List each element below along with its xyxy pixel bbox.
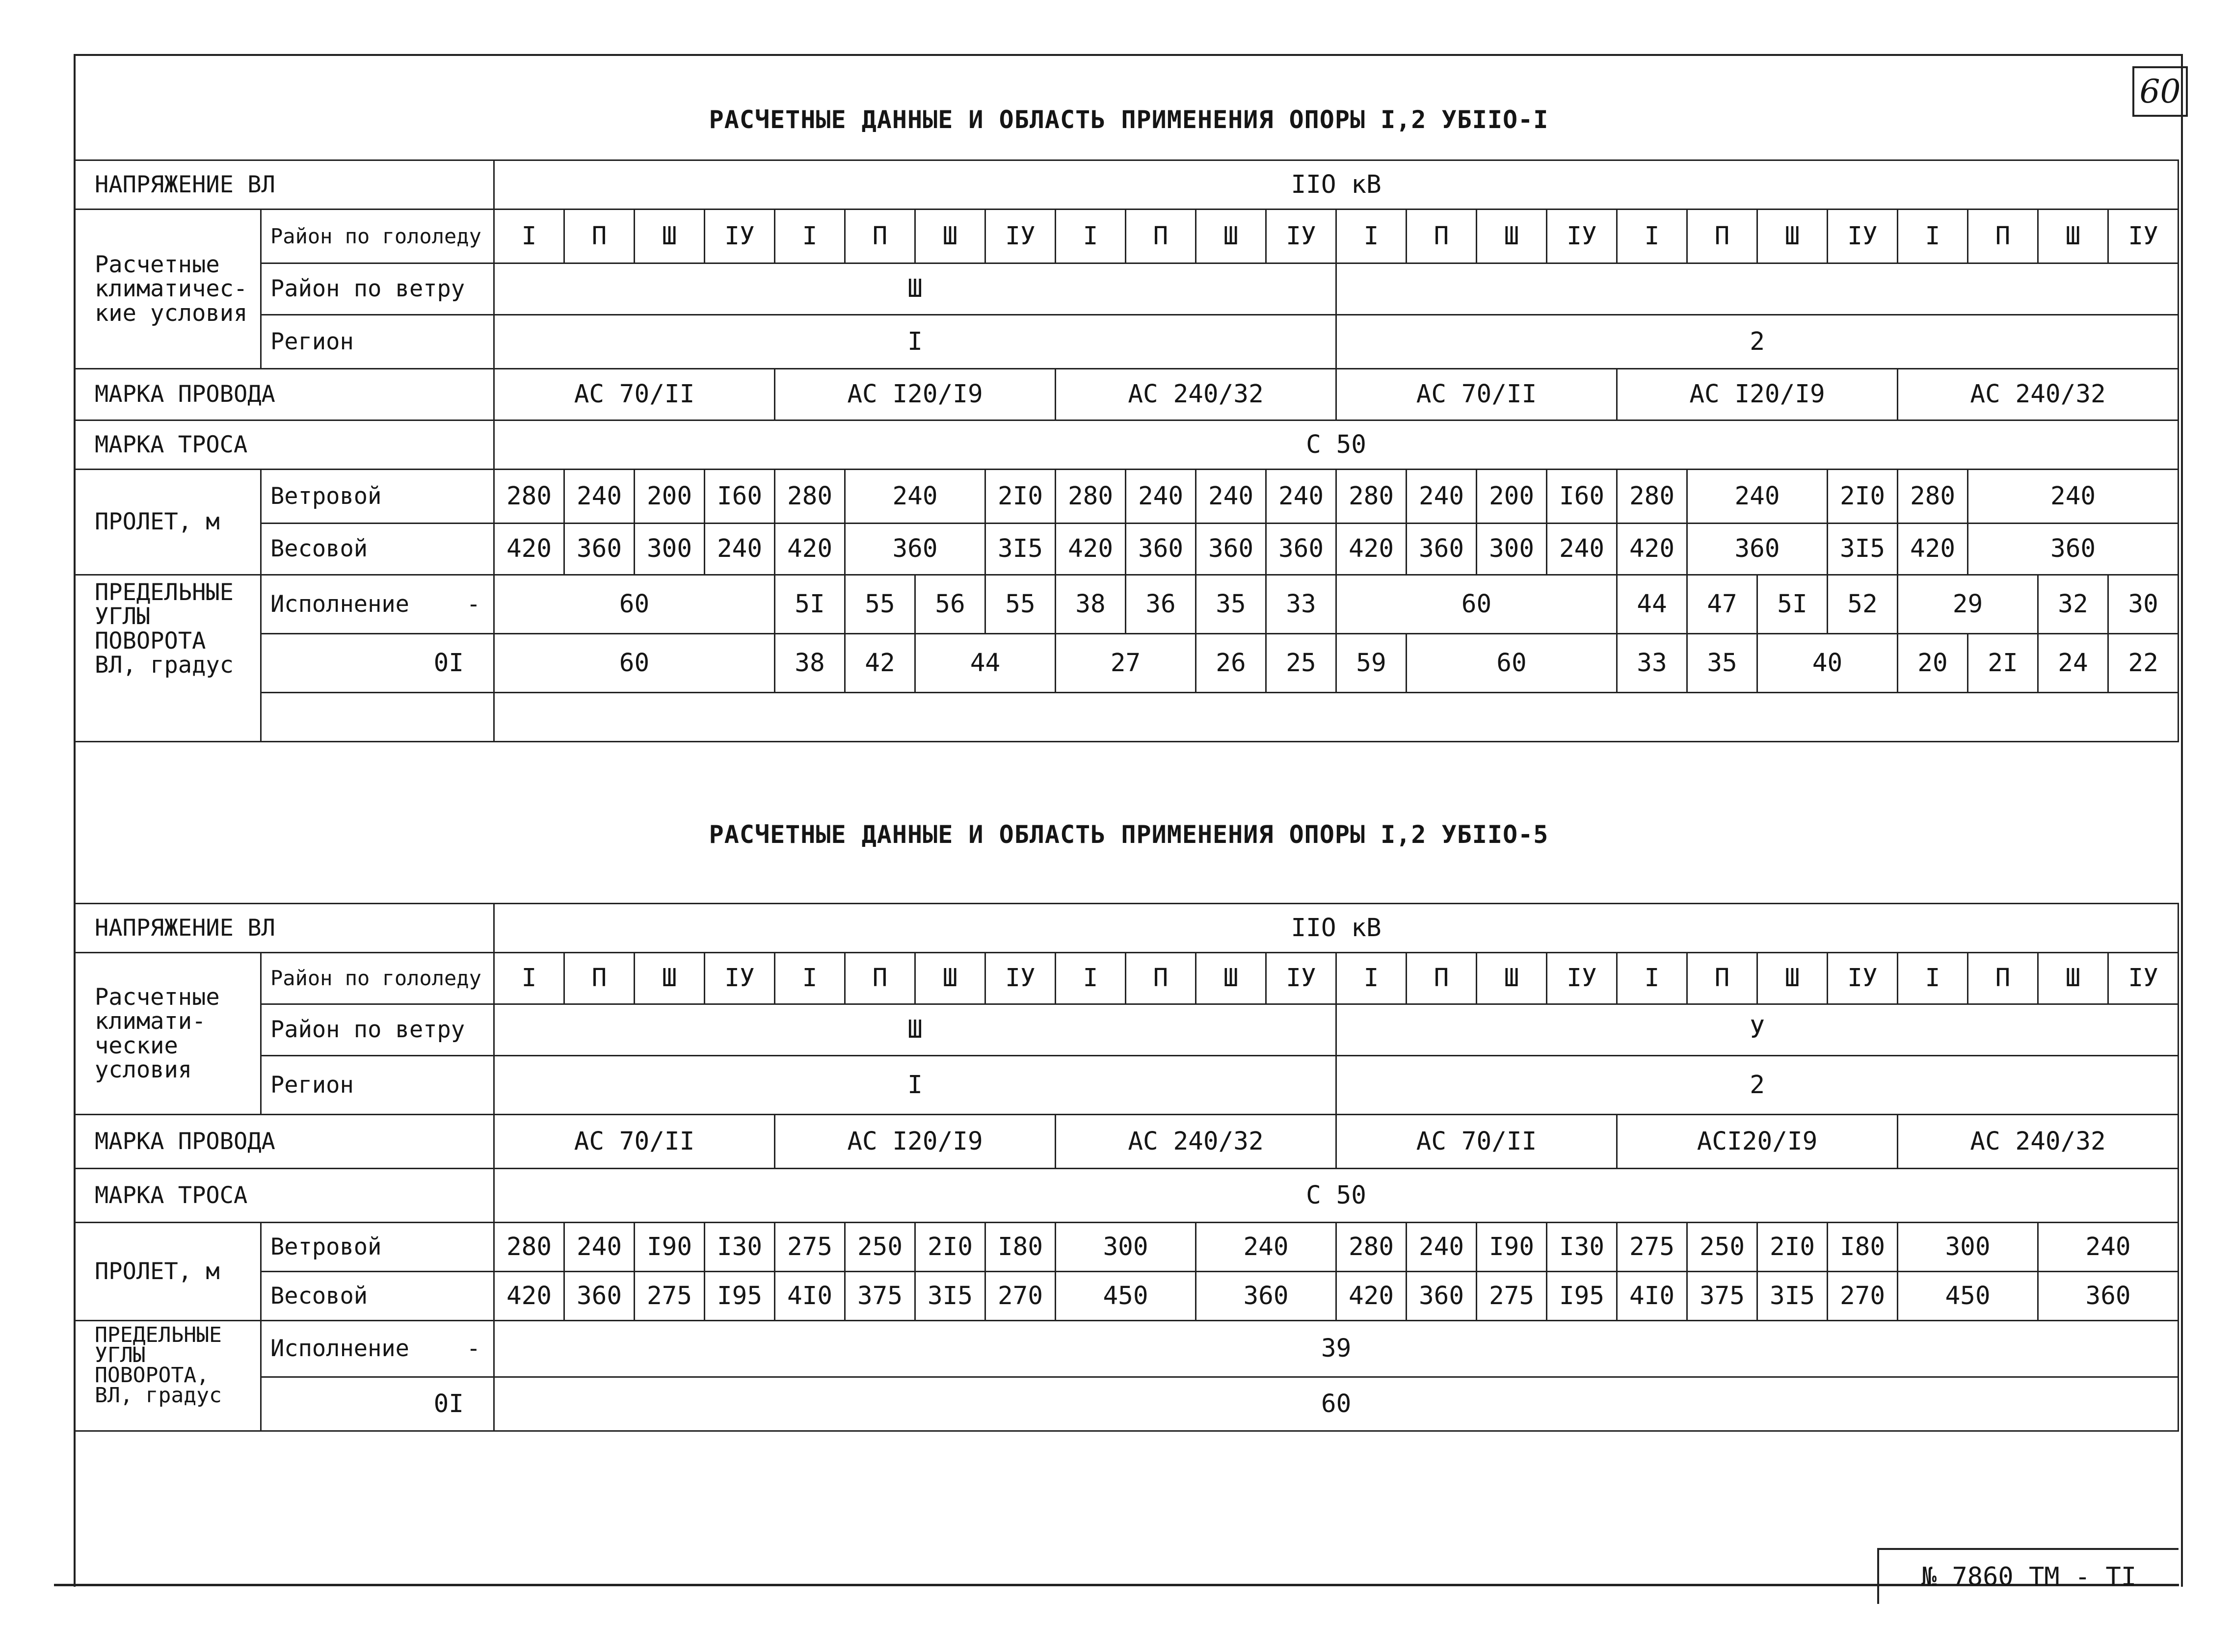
wire-value: АС 70/II — [1336, 369, 1617, 420]
ice-cell: П — [1126, 210, 1196, 263]
exec-dash: - — [466, 590, 481, 618]
span-cell: 280 — [494, 1223, 564, 1272]
angle-cell: 60 — [494, 575, 775, 634]
region-value: 2 — [1336, 315, 2179, 369]
wire-label: МАРКА ПРОВОДА — [75, 369, 494, 420]
ice-cell: IУ — [1828, 953, 1898, 1004]
angle-cell: 27 — [1056, 634, 1196, 693]
span-cell: 360 — [1196, 1272, 1336, 1321]
cable-value: С 50 — [494, 420, 2179, 470]
span-cell: 3I5 — [985, 524, 1056, 575]
ice-cell: Ш — [1196, 210, 1266, 263]
angle-cell: 35 — [1196, 575, 1266, 634]
span-cell: 300 — [1477, 524, 1547, 575]
span-cell: 4I0 — [1617, 1272, 1687, 1321]
angle-cell: 38 — [775, 634, 845, 693]
span-cell: 375 — [1687, 1272, 1757, 1321]
span-cell: 360 — [1196, 524, 1266, 575]
climate-label: Расчетные климати-ческие условия — [75, 953, 261, 1115]
span-cell: 270 — [985, 1272, 1056, 1321]
empty-cell — [494, 693, 2179, 742]
exec01-label: 0I — [261, 634, 494, 693]
angle-cell: 2I — [1968, 634, 2038, 693]
ice-cell: IУ — [1266, 210, 1336, 263]
ice-cell: Ш — [915, 210, 985, 263]
span-wind-label: Ветровой — [261, 470, 494, 524]
span-cell: 4I0 — [775, 1272, 845, 1321]
ice-cell: IУ — [1828, 210, 1898, 263]
ice-cell: П — [1968, 953, 2038, 1004]
region-value: I — [494, 315, 1336, 369]
table2 — [74, 903, 2179, 1432]
angle-cell: 26 — [1196, 634, 1266, 693]
exec01-label: 0I — [261, 1377, 494, 1431]
span-cell: 280 — [775, 470, 845, 524]
span-cell: 420 — [1898, 524, 1968, 575]
span-cell: 360 — [1968, 524, 2179, 575]
cable-label: МАРКА ТРОСА — [75, 1169, 494, 1223]
angle-empty-row — [75, 693, 2179, 742]
span-cell: 240 — [845, 470, 985, 524]
ice-cell: П — [564, 210, 635, 263]
span-cell: 300 — [1056, 1223, 1196, 1272]
bottom-rule — [54, 1584, 2179, 1586]
span-cell: 240 — [1407, 1223, 1477, 1272]
span-cell: 275 — [635, 1272, 705, 1321]
ice-cell: I — [1056, 210, 1126, 263]
span-cell: 240 — [564, 1223, 635, 1272]
ice-cell: Ш — [1196, 953, 1266, 1004]
span-cell: I95 — [705, 1272, 775, 1321]
span-cell: 450 — [1898, 1272, 2038, 1321]
ice-cell: П — [1968, 210, 2038, 263]
ice-cell: П — [1126, 953, 1196, 1004]
angle-cell: 47 — [1687, 575, 1757, 634]
ice-cell: П — [845, 953, 915, 1004]
ice-cell: I — [1898, 210, 1968, 263]
document-stamp: № 7860 ТМ - ТI — [1877, 1548, 2179, 1604]
span-cell: 420 — [494, 1272, 564, 1321]
cable-value: С 50 — [494, 1169, 2179, 1223]
angle-label: ПРЕДЕЛЬНЫЕ УГЛЫ ПОВОРОТА, ВЛ, градус — [75, 1321, 261, 1431]
angle-cell: 60 — [494, 634, 775, 693]
span-cell: 300 — [635, 524, 705, 575]
span-cell: 360 — [1126, 524, 1196, 575]
span-cell: 360 — [564, 1272, 635, 1321]
span-cell: 280 — [1898, 470, 1968, 524]
table1-title: РАСЧЕТНЫЕ ДАННЫЕ И ОБЛАСТЬ ПРИМЕНЕНИЯ ОПОРЫ I,2 УБIIО-I — [709, 105, 1549, 134]
span-cell: I90 — [635, 1223, 705, 1272]
span-cell: 275 — [1617, 1223, 1687, 1272]
angle-cell: 38 — [1056, 575, 1126, 634]
voltage-label: НАПРЯЖЕНИЕ ВЛ — [75, 160, 494, 210]
wire-value: АС 240/32 — [1056, 369, 1336, 420]
angle-cell: 5I — [1757, 575, 1828, 634]
span-cell: I80 — [1828, 1223, 1898, 1272]
ice-cell: I — [1617, 953, 1687, 1004]
wind-value: У — [1336, 1004, 2179, 1056]
span-cell: 240 — [2038, 1223, 2179, 1272]
angle-cell: 60 — [1336, 575, 1617, 634]
span-cell: I60 — [1547, 470, 1617, 524]
angle-cell: 59 — [1336, 634, 1407, 693]
ice-cell: I — [1336, 953, 1407, 1004]
ice-cell: IУ — [705, 953, 775, 1004]
span-cell: 280 — [1336, 470, 1407, 524]
angle-01-row — [75, 634, 2179, 693]
span-cell: 360 — [1266, 524, 1336, 575]
ice-cell: Ш — [635, 210, 705, 263]
span-cell: 360 — [845, 524, 985, 575]
ice-cell: IУ — [2108, 953, 2179, 1004]
span-cell: I30 — [1547, 1223, 1617, 1272]
span-cell: 240 — [1196, 470, 1266, 524]
span-cell: 240 — [564, 470, 635, 524]
angle-cell: 39 — [494, 1321, 2179, 1377]
span-cell: 420 — [1617, 524, 1687, 575]
wire-value: АС 240/32 — [1898, 1115, 2179, 1169]
ice-cell: П — [1407, 210, 1477, 263]
span-weight-label: Весовой — [261, 524, 494, 575]
wire-value: АСI20/I9 — [1617, 1115, 1898, 1169]
span-weight-row — [75, 524, 2179, 575]
voltage-row — [75, 160, 2179, 210]
span-cell: 420 — [1056, 524, 1126, 575]
ice-row — [75, 210, 2179, 263]
wire-value: АС 70/II — [1336, 1115, 1617, 1169]
span-cell: 2I0 — [1757, 1223, 1828, 1272]
span-cell: 375 — [845, 1272, 915, 1321]
angle-cell: 36 — [1126, 575, 1196, 634]
angle-cell: 20 — [1898, 634, 1968, 693]
ice-cell: IУ — [1547, 953, 1617, 1004]
ice-cell: П — [845, 210, 915, 263]
span-cell: 420 — [775, 524, 845, 575]
span-label: ПРОЛЕТ, м — [75, 470, 261, 575]
angle-cell: 35 — [1687, 634, 1757, 693]
ice-cell: I — [775, 953, 845, 1004]
span-cell: I90 — [1477, 1223, 1547, 1272]
wire-value: АС 240/32 — [1056, 1115, 1336, 1169]
ice-cell: Ш — [1477, 953, 1547, 1004]
exec-label-cell — [261, 1321, 494, 1377]
angle-cell: 40 — [1757, 634, 1898, 693]
wire-value: АС 240/32 — [1898, 369, 2179, 420]
span-cell: 2I0 — [915, 1223, 985, 1272]
wind-row — [75, 263, 2179, 315]
ice-label: Район по гололеду — [261, 953, 494, 1004]
span-cell: 3I5 — [1757, 1272, 1828, 1321]
wind-value: Ш — [494, 263, 1336, 315]
ice-cell: IУ — [705, 210, 775, 263]
span-cell: 3I5 — [1828, 524, 1898, 575]
span-cell: 360 — [1407, 524, 1477, 575]
span-cell: I80 — [985, 1223, 1056, 1272]
wire-row — [75, 1115, 2179, 1169]
angle-cell: 55 — [985, 575, 1056, 634]
span-cell: 420 — [1336, 524, 1407, 575]
wire-row — [75, 369, 2179, 420]
ice-cell: Ш — [1757, 953, 1828, 1004]
angle-cell: 25 — [1266, 634, 1336, 693]
exec-dash: - — [466, 1335, 481, 1363]
span-cell: 360 — [2038, 1272, 2179, 1321]
angle-cell: 33 — [1617, 634, 1687, 693]
span-cell: 420 — [494, 524, 564, 575]
region-row — [75, 315, 2179, 369]
angle-cell: 42 — [845, 634, 915, 693]
ice-cell: Ш — [2038, 210, 2108, 263]
table2-title: РАСЧЕТНЫЕ ДАННЫЕ И ОБЛАСТЬ ПРИМЕНЕНИЯ ОПОРЫ I,2 УБIIО-5 — [709, 820, 1549, 849]
span-cell: 2I0 — [985, 470, 1056, 524]
ice-cell: П — [1407, 953, 1477, 1004]
ice-cell: Ш — [635, 953, 705, 1004]
ice-row — [75, 953, 2179, 1004]
ice-cell: Ш — [2038, 953, 2108, 1004]
voltage-value: IIO кВ — [494, 904, 2179, 953]
cable-label: МАРКА ТРОСА — [75, 420, 494, 470]
cable-row — [75, 1169, 2179, 1223]
ice-cell: IУ — [985, 953, 1056, 1004]
wind-value — [1336, 263, 2179, 315]
span-cell: 240 — [1196, 1223, 1336, 1272]
span-cell: 275 — [1477, 1272, 1547, 1321]
ice-cell: IУ — [1266, 953, 1336, 1004]
span-wind-row — [75, 470, 2179, 524]
voltage-value: IIO кВ — [494, 160, 2179, 210]
voltage-row — [75, 904, 2179, 953]
angle-cell: 55 — [845, 575, 915, 634]
ice-cell: I — [494, 953, 564, 1004]
span-cell: 280 — [494, 470, 564, 524]
span-cell: I95 — [1547, 1272, 1617, 1321]
wind-label: Район по ветру — [261, 1004, 494, 1056]
region-value: I — [494, 1056, 1336, 1115]
span-cell: 300 — [1898, 1223, 2038, 1272]
exec-label: Исполнение — [270, 590, 409, 618]
ice-cell: П — [1687, 210, 1757, 263]
span-cell: 240 — [1266, 470, 1336, 524]
span-cell: 240 — [1687, 470, 1828, 524]
span-cell: 240 — [1126, 470, 1196, 524]
voltage-label: НАПРЯЖЕНИЕ ВЛ — [75, 904, 494, 953]
angle-cell: 22 — [2108, 634, 2179, 693]
wire-value: АС 70/II — [494, 1115, 775, 1169]
angle-cell: 24 — [2038, 634, 2108, 693]
wind-value: Ш — [494, 1004, 1336, 1056]
empty-cell — [261, 693, 494, 742]
span-cell: I60 — [705, 470, 775, 524]
span-cell: 360 — [1687, 524, 1828, 575]
span-cell: 240 — [1407, 470, 1477, 524]
span-cell: 280 — [1336, 1223, 1407, 1272]
wire-value: АС I20/I9 — [1617, 369, 1898, 420]
span-cell: 275 — [775, 1223, 845, 1272]
ice-cell: Ш — [1477, 210, 1547, 263]
span-cell: 270 — [1828, 1272, 1898, 1321]
span-cell: I30 — [705, 1223, 775, 1272]
span-cell: 280 — [1617, 470, 1687, 524]
wire-value: АС I20/I9 — [775, 369, 1056, 420]
ice-cell: Ш — [915, 953, 985, 1004]
region-row — [75, 1056, 2179, 1115]
angle-label: ПРЕДЕЛЬНЫЕ УГЛЫ ПОВОРОТА ВЛ, градус — [75, 575, 261, 742]
wire-value: АС I20/I9 — [775, 1115, 1056, 1169]
angle-exec-row — [75, 1321, 2179, 1377]
angle-exec-row — [75, 575, 2179, 634]
span-cell: 360 — [1407, 1272, 1477, 1321]
angle-cell: 52 — [1828, 575, 1898, 634]
sheet-number: 60 — [2132, 66, 2188, 117]
wind-row — [75, 1004, 2179, 1056]
span-wind-row — [75, 1223, 2179, 1272]
wind-label: Район по ветру — [261, 263, 494, 315]
span-cell: 250 — [1687, 1223, 1757, 1272]
span-cell: 450 — [1056, 1272, 1196, 1321]
span-cell: 2I0 — [1828, 470, 1898, 524]
span-wind-label: Ветровой — [261, 1223, 494, 1272]
ice-cell: I — [1898, 953, 1968, 1004]
exec-label-cell — [261, 575, 494, 634]
ice-cell: I — [1617, 210, 1687, 263]
span-cell: 420 — [1336, 1272, 1407, 1321]
angle-cell: 32 — [2038, 575, 2108, 634]
angle-cell: 33 — [1266, 575, 1336, 634]
wire-value: АС 70/II — [494, 369, 775, 420]
span-label: ПРОЛЕТ, м — [75, 1223, 261, 1321]
angle-cell: 44 — [1617, 575, 1687, 634]
ice-cell: Ш — [1757, 210, 1828, 263]
exec-label: Исполнение — [270, 1335, 409, 1363]
angle-cell: 30 — [2108, 575, 2179, 634]
ice-cell: I — [1336, 210, 1407, 263]
ice-cell: I — [775, 210, 845, 263]
span-weight-label: Весовой — [261, 1272, 494, 1321]
span-cell: 200 — [1477, 470, 1547, 524]
ice-cell: П — [564, 953, 635, 1004]
wire-label: МАРКА ПРОВОДА — [75, 1115, 494, 1169]
angle-cell: 60 — [1407, 634, 1617, 693]
ice-cell: IУ — [2108, 210, 2179, 263]
angle-cell: 56 — [915, 575, 985, 634]
span-cell: 240 — [1547, 524, 1617, 575]
angle-cell: 5I — [775, 575, 845, 634]
span-cell: 360 — [564, 524, 635, 575]
ice-cell: I — [494, 210, 564, 263]
angle-cell: 60 — [494, 1377, 2179, 1431]
angle-01-row — [75, 1377, 2179, 1431]
ice-cell: IУ — [985, 210, 1056, 263]
region-label: Регион — [261, 1056, 494, 1115]
angle-cell: 44 — [915, 634, 1056, 693]
ice-cell: П — [1687, 953, 1757, 1004]
cable-row — [75, 420, 2179, 470]
climate-label: Расчетные климатичес-кие условия — [75, 210, 261, 369]
span-cell: 240 — [1968, 470, 2179, 524]
region-value: 2 — [1336, 1056, 2179, 1115]
span-cell: 250 — [845, 1223, 915, 1272]
ice-label: Район по гололеду — [261, 210, 494, 263]
span-cell: 280 — [1056, 470, 1126, 524]
ice-cell: IУ — [1547, 210, 1617, 263]
span-cell: 3I5 — [915, 1272, 985, 1321]
span-weight-row — [75, 1272, 2179, 1321]
span-cell: 200 — [635, 470, 705, 524]
region-label: Регион — [261, 315, 494, 369]
angle-cell: 29 — [1898, 575, 2038, 634]
ice-cell: I — [1056, 953, 1126, 1004]
span-cell: 240 — [705, 524, 775, 575]
table1 — [74, 159, 2179, 742]
